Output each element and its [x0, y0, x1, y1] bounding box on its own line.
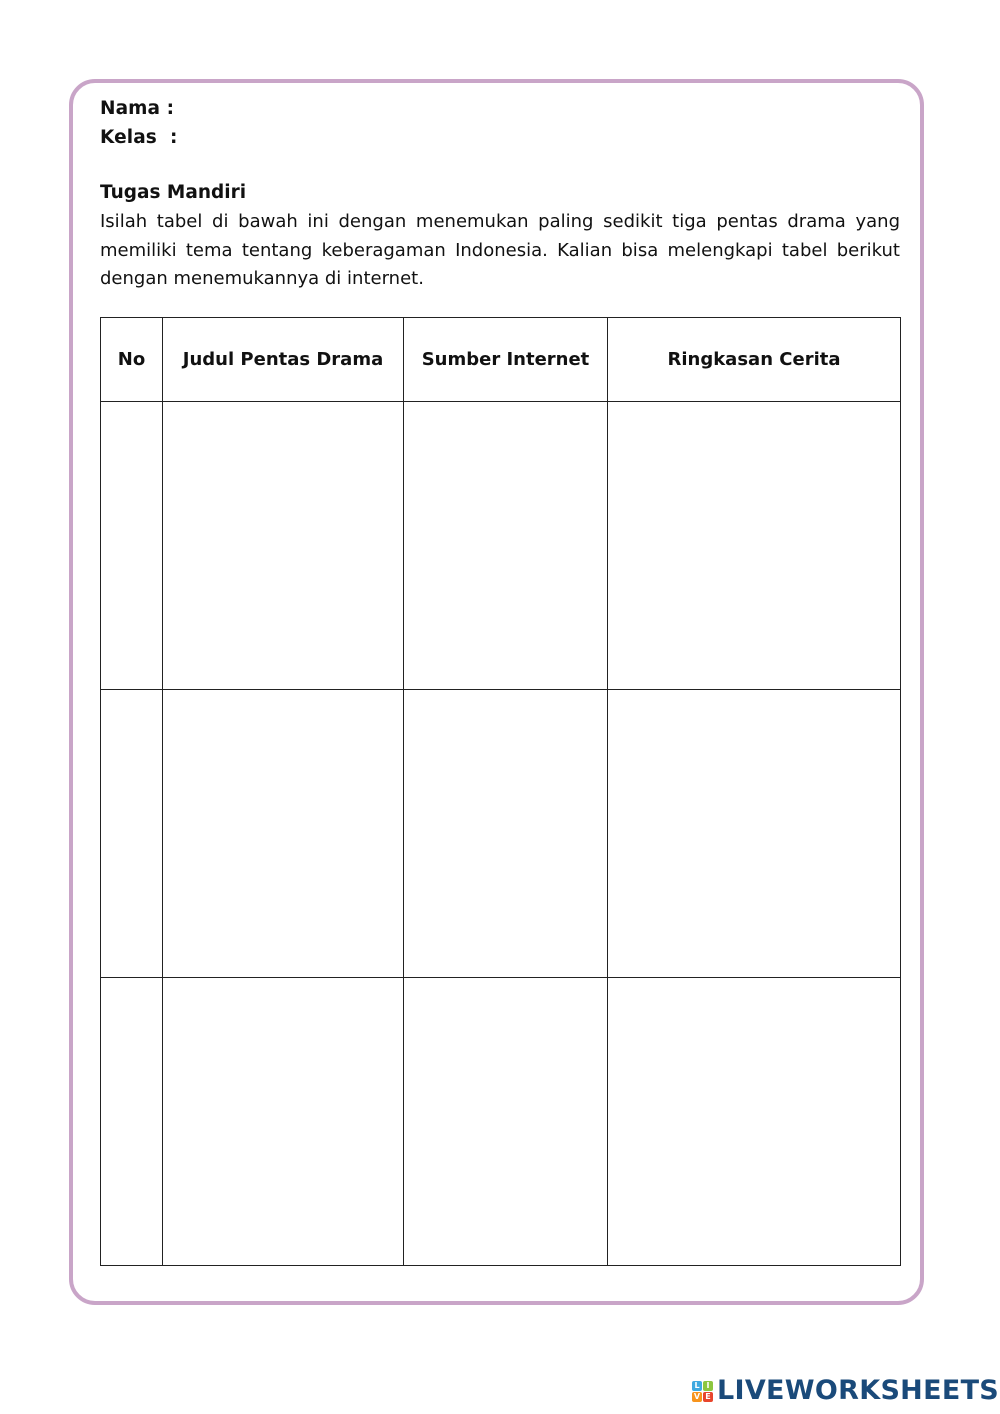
- task-instruction: [100, 208, 900, 294]
- brand-mark-letter: I: [703, 1381, 713, 1391]
- liveworksheets-logo: [692, 1376, 999, 1406]
- cell-sumber-internet[interactable]: [404, 690, 608, 978]
- brand-mark-letter: V: [693, 1391, 701, 1401]
- column-header-judul-pentas-drama: Judul Pentas Drama: [163, 318, 404, 402]
- cell-ringkasan-cerita[interactable]: [608, 690, 901, 978]
- drama-table: [100, 317, 901, 1266]
- cell-sumber-internet[interactable]: [404, 978, 608, 1266]
- cell-no[interactable]: [101, 690, 163, 978]
- column-header-no: No: [101, 318, 163, 402]
- table-row: [101, 690, 901, 978]
- cell-no[interactable]: [101, 402, 163, 690]
- brand-mark-letter: E: [703, 1392, 713, 1402]
- task-title: Tugas Mandiri: [100, 182, 247, 203]
- liveworksheets-mark-icon: [692, 1381, 713, 1402]
- cell-judul-pentas-drama[interactable]: [163, 402, 404, 690]
- liveworksheets-brand-text: LIVEWORKSHEETS: [717, 1375, 1000, 1406]
- kelas-label: Kelas :: [100, 127, 178, 148]
- instruction-line: Isilah tabel di bawah ini dengan menemukan paling sedikit tiga pentas drama yang: [100, 211, 900, 232]
- cell-ringkasan-cerita[interactable]: [608, 402, 901, 690]
- table-row: [101, 978, 901, 1266]
- instruction-line: dengan menemukannya di internet.: [100, 268, 424, 289]
- cell-judul-pentas-drama[interactable]: [163, 690, 404, 978]
- table-header-row: [101, 318, 901, 402]
- table-row: [101, 402, 901, 690]
- cell-judul-pentas-drama[interactable]: [163, 978, 404, 1266]
- column-header-sumber-internet: Sumber Internet: [404, 318, 608, 402]
- cell-no[interactable]: [101, 978, 163, 1266]
- brand-mark-letter: L: [692, 1381, 702, 1391]
- column-header-ringkasan-cerita: Ringkasan Cerita: [608, 318, 901, 402]
- nama-label: Nama :: [100, 98, 175, 119]
- instruction-line: memiliki tema tentang keberagaman Indonesia. Kalian bisa melengkapi tabel berikut: [100, 239, 900, 261]
- cell-sumber-internet[interactable]: [404, 402, 608, 690]
- cell-ringkasan-cerita[interactable]: [608, 978, 901, 1266]
